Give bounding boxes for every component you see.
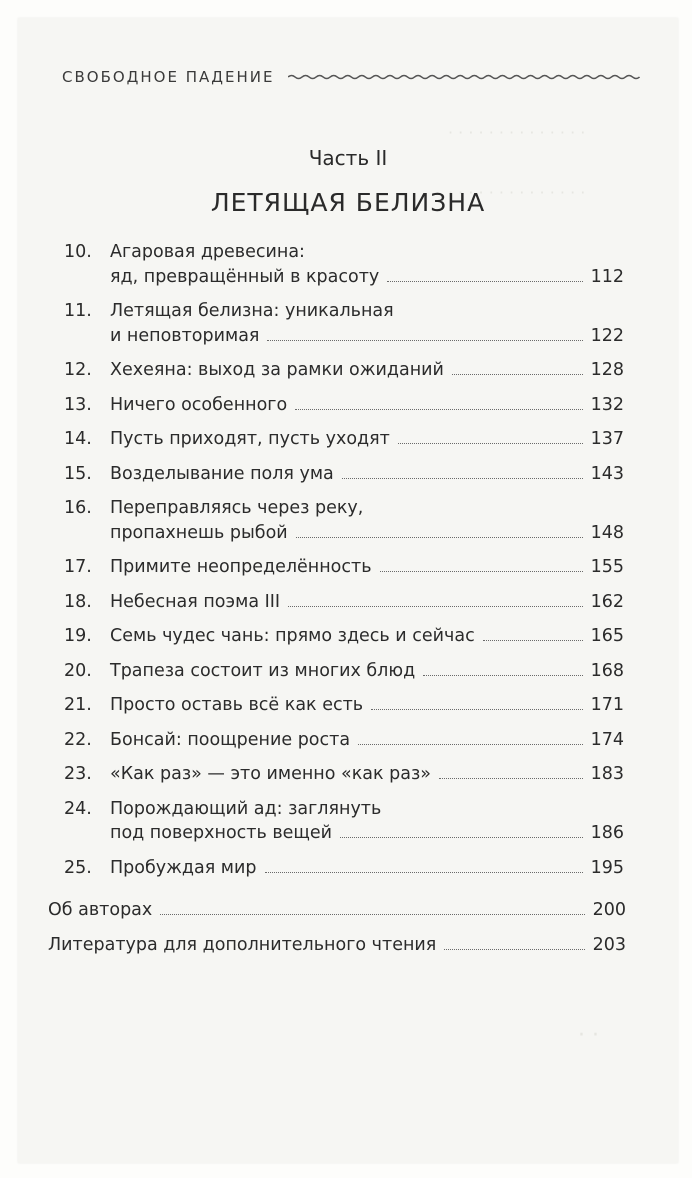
chapter-title: яд, превращённый в красоту [110, 266, 380, 287]
page-number: 174 [590, 729, 624, 750]
page-number: 155 [590, 557, 624, 577]
chapter-title: Пробуждая мир [110, 857, 257, 878]
toc-entry [64, 496, 624, 545]
dot-leader [160, 898, 584, 915]
chapter-title-row [110, 427, 624, 451]
dot-leader [267, 324, 582, 341]
toc-entry [64, 659, 624, 684]
page-number: 143 [590, 463, 624, 484]
toc-entry [64, 856, 624, 881]
toc-entry [64, 693, 624, 718]
section-title: Об авторах [48, 900, 153, 920]
chapter-number: 13. [64, 394, 92, 415]
part-title: ЛЕТЯЩАЯ БЕЛИЗНА [210, 188, 486, 217]
dot-leader [398, 427, 583, 444]
chapter-title-line: Порождающий ад: заглянуть [110, 798, 382, 819]
toc-entry [64, 299, 624, 348]
chapter-title: Пусть приходят, пусть уходят [110, 429, 390, 449]
toc-entry [64, 462, 624, 487]
chapter-title-row [110, 358, 624, 382]
chapter-title-row [110, 728, 624, 752]
chapter-title: и неповторимая [110, 325, 260, 346]
dot-leader [423, 659, 582, 676]
dot-leader [288, 590, 583, 607]
chapter-title: Семь чудес чань: прямо здесь и сейчас [110, 626, 475, 646]
toc-entry [64, 555, 624, 580]
toc-entry [64, 590, 624, 615]
chapter-number: 15. [64, 463, 92, 484]
chapter-title: Трапеза состоит из многих блюд [110, 660, 416, 681]
dot-leader [452, 358, 583, 375]
chapter-title-line: Переправляясь через реку, [110, 498, 364, 518]
toc-extra-entry [48, 933, 626, 957]
chapter-number: 17. [64, 557, 92, 577]
toc-entry [64, 427, 624, 452]
chapter-number: 21. [64, 695, 92, 715]
toc-entry [64, 240, 624, 289]
chapter-title-row [110, 393, 624, 417]
chapter-number: 18. [64, 591, 92, 612]
chapter-title-row [110, 324, 624, 348]
show-through-text: · · · · · · · · · · · · · · [448, 183, 586, 202]
chapter-title: Возделывание поля ума [110, 463, 334, 484]
dot-leader [439, 762, 583, 779]
dot-leader [296, 521, 583, 538]
dot-leader [387, 265, 582, 282]
chapter-number: 22. [64, 729, 92, 750]
chapter-title-row [110, 555, 624, 579]
chapter-number: 24. [64, 798, 92, 819]
page-number: 162 [590, 591, 624, 612]
dot-leader [342, 462, 583, 479]
chapter-title: Небесная поэма III [110, 591, 281, 612]
chapter-title: Хехеяна: выход за рамки ожиданий [110, 360, 444, 380]
dot-leader [265, 856, 583, 873]
chapter-title-row [110, 659, 624, 683]
book-page [18, 18, 678, 1163]
show-through-text: · · · · · · · · · · · · · · [448, 123, 586, 142]
page-number: 132 [590, 394, 624, 415]
page-number: 200 [592, 900, 626, 920]
chapter-number: 12. [64, 360, 92, 380]
chapter-number: 14. [64, 429, 92, 449]
chapter-number: 10. [64, 242, 92, 262]
chapter-title-row [110, 462, 624, 486]
chapter-title-row [110, 624, 624, 648]
chapter-title-row [110, 821, 624, 845]
page-number: 148 [590, 522, 624, 543]
running-title: СВОБОДНОЕ ПАДЕНИЕ [62, 68, 275, 86]
page-number: 112 [590, 266, 624, 287]
chapter-title: Бонсай: поощрение роста [110, 729, 351, 750]
chapter-title: Ничего особенного [110, 394, 288, 415]
chapter-number: 23. [64, 764, 92, 784]
chapter-title-row [110, 762, 624, 786]
toc-entry [64, 728, 624, 753]
chapter-number: 11. [64, 301, 92, 321]
chapter-title-row [110, 693, 624, 717]
chapter-title: «Как раз» — это именно «как раз» [110, 764, 431, 784]
dot-leader [358, 728, 583, 745]
page-number: 122 [590, 325, 624, 346]
chapter-title-row [110, 521, 624, 545]
dot-leader [371, 693, 583, 710]
table-of-contents [18, 18, 678, 1163]
toc-entry [64, 358, 624, 383]
part-label: Часть II [308, 146, 388, 170]
chapter-number: 25. [64, 857, 92, 878]
show-through-page-number: · · [578, 1023, 599, 1048]
chapter-title-row [110, 590, 624, 614]
chapter-title: пропахнешь рыбой [110, 522, 288, 543]
chapter-title-row [110, 265, 624, 289]
section-title: Литература для дополнительного чтения [48, 934, 437, 955]
page-number: 186 [590, 823, 624, 843]
page-number: 171 [590, 695, 624, 715]
chapter-number: 20. [64, 660, 92, 681]
toc-entry [64, 797, 624, 846]
page-number: 195 [590, 857, 624, 878]
toc-entry [64, 762, 624, 787]
page-number: 165 [590, 626, 624, 646]
toc-entry [64, 393, 624, 418]
toc-extra-entry [48, 898, 626, 922]
page-number: 168 [590, 660, 624, 681]
chapter-title-line: Агаровая древесина: [110, 242, 305, 262]
chapter-title-row [110, 856, 624, 880]
dot-leader [340, 821, 583, 838]
page-number: 183 [590, 764, 624, 784]
chapter-title: Просто оставь всё как есть [110, 695, 364, 715]
page-number: 203 [592, 934, 626, 955]
chapter-title-line: Летящая белизна: уникальная [110, 301, 394, 321]
page-number: 128 [590, 360, 624, 380]
dot-leader [483, 624, 583, 641]
dot-leader [295, 393, 582, 410]
chapter-number: 19. [64, 626, 92, 646]
dot-leader [380, 555, 583, 572]
chapter-title: под поверхность вещей [110, 823, 333, 843]
page-number: 137 [590, 429, 624, 449]
toc-entry [64, 624, 624, 649]
chapter-number: 16. [64, 498, 92, 518]
chapter-title: Примите неопределённость [110, 557, 372, 577]
dot-leader [444, 933, 584, 950]
